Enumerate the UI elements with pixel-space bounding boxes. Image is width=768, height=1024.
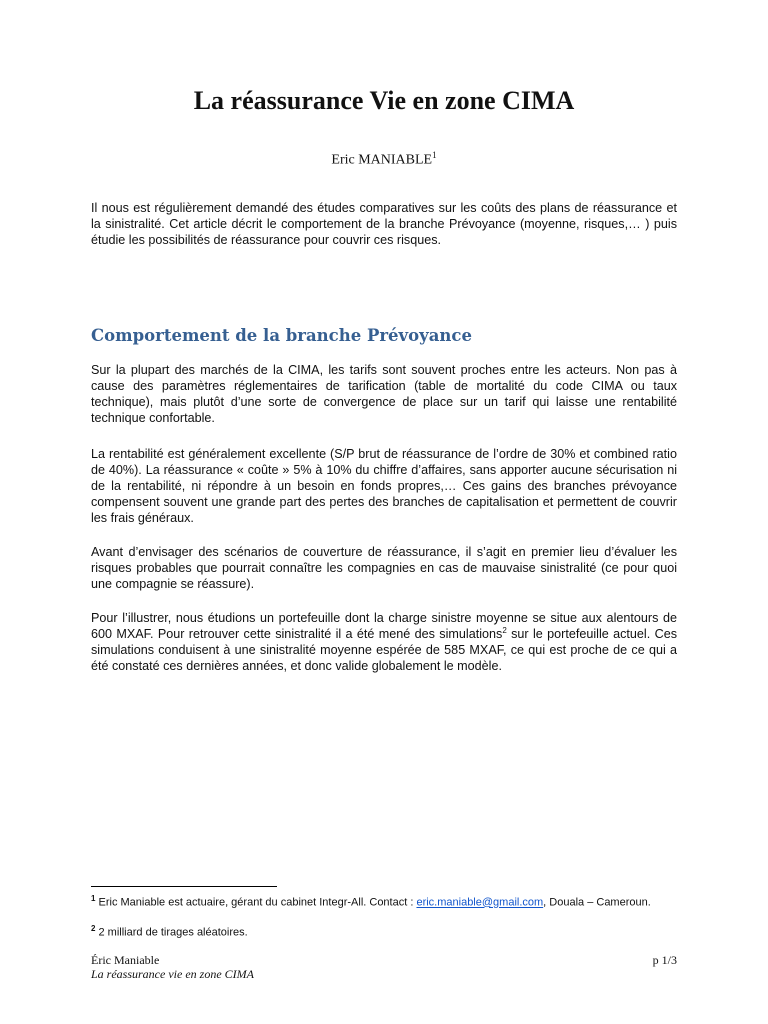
paragraph-3: Avant d’envisager des scénarios de couverture de réassurance, il s’agit en premier lieu d’évaluer les risques probables que pourrait connaître les compagnies en cas de mauvaise sinistralité (ce pour quoi une compagnie se réassure).	[91, 545, 677, 591]
author-line	[0, 150, 768, 169]
page-number: p 1/3	[652, 953, 677, 967]
footnote-2-text: 2 milliard de tirages aléatoires.	[95, 926, 248, 939]
contact-email-link[interactable]: eric.maniable@gmail.com	[416, 896, 544, 909]
paragraph-1: Sur la plupart des marchés de la CIMA, les tarifs sont souvent proches entre les acteurs. Non pas à cause des paramètres réglementaires de tarification (table de mortalité du code CIMA ou taux technique), mais plutôt d’une sorte de convergence de place sur un tarif qui laisse une rentabilité technique confortable.	[91, 363, 677, 425]
paragraph-4-part-1: Pour l’illustrer, nous étudions un portefeuille dont la charge sinistre moyenne se situe aux alentours de 600 MXAF. Pour retrouver cette sinistralité il a été mené des simulations	[91, 611, 677, 641]
paragraph-4-part-2: sur le portefeuille actuel. Ces simulations conduisent à une sinistralité moyenne espérée de 585 MXAF, ce qui est proche de ce qui a été constaté ces dernières années, et donc valide globalement le modèle.	[91, 627, 677, 673]
footnote-1-ref: 1	[91, 894, 96, 903]
footer-document-title: La réassurance vie en zone CIMA	[91, 967, 254, 981]
footnote-1-text: Eric Maniable est actuaire, gérant du cabinet Integr-All. Contact :	[95, 896, 417, 909]
footnote-2-ref: 2	[91, 924, 96, 933]
footnote-2	[91, 922, 677, 940]
paragraph-2: La rentabilité est généralement excellente (S/P brut de réassurance de l’ordre de 30% et combined ratio de 40%). La réassurance « coûte » 5% à 10% du chiffre d’affaires, sans apporter aucune sécurisation ni de la rentabilité, ni répondre à un besoin en fonds propres,… Ces gains des branches prévoyance compensent souvent une grande part des pertes des branches de capitalisation et permettent de couvrir les frais généraux.	[91, 447, 677, 525]
footnote-1	[91, 892, 677, 910]
intro-paragraph: Il nous est régulièrement demandé des études comparatives sur les coûts des plans de réassurance et la sinistralité. Cet article décrit le comportement de la branche Prévoyance (moyenne, risques,… ) puis étudie les possibilités de réassurance pour couvrir ces risques.	[91, 201, 677, 247]
footer-author: Éric Maniable	[91, 953, 160, 967]
author-footnote-ref[interactable]: 1	[432, 150, 437, 160]
footnote-divider	[91, 886, 277, 887]
section-heading: Comportement de la branche Prévoyance	[91, 326, 472, 345]
simulation-footnote-ref[interactable]: 2	[502, 625, 507, 635]
footnote-1-tail: , Douala – Cameroun.	[543, 896, 651, 909]
paragraph-4	[91, 610, 677, 674]
document-title: La réassurance Vie en zone CIMA	[193, 86, 575, 115]
author-name: Eric MANIABLE	[331, 152, 433, 168]
